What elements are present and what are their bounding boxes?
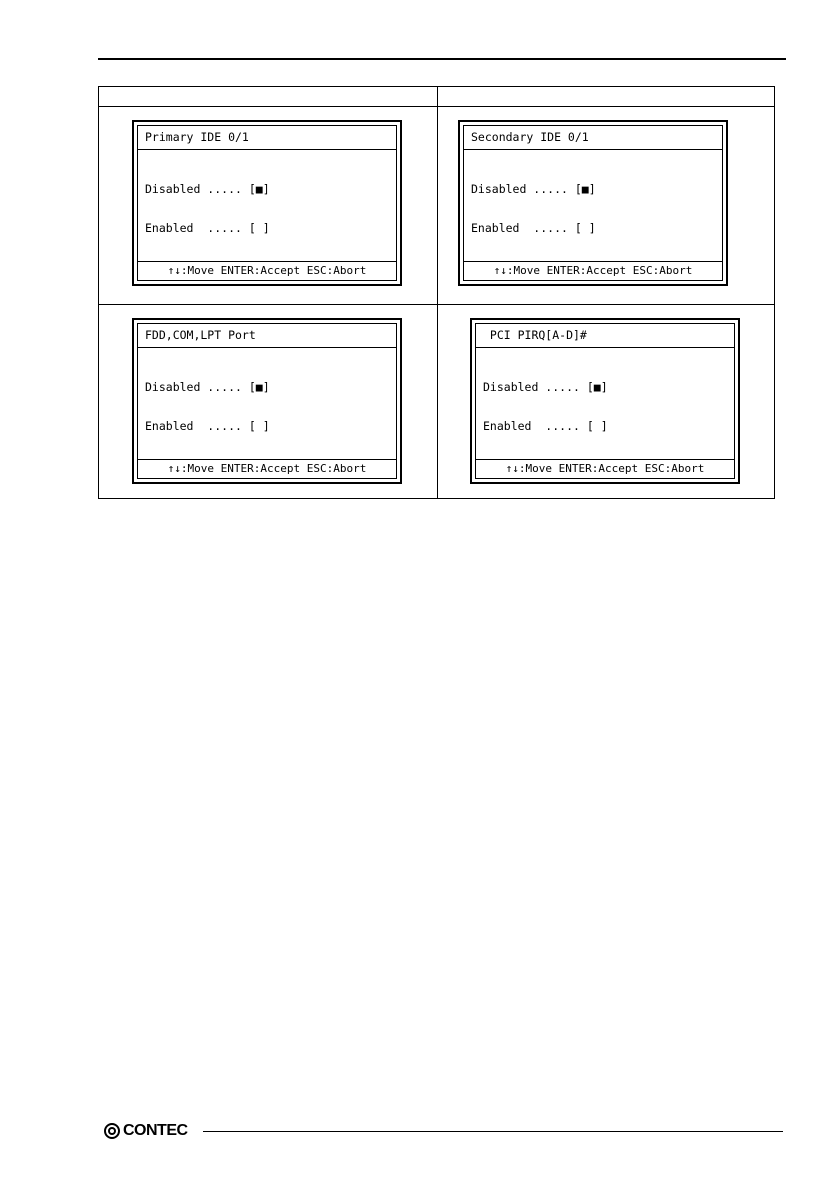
bios-panel-pci-pirq xyxy=(470,318,740,484)
header-rule xyxy=(98,58,786,60)
contec-logo-icon xyxy=(104,1123,120,1139)
bios-option-disabled[interactable]: Disabled ..... [■] xyxy=(145,380,270,394)
row-divider xyxy=(99,304,774,305)
bios-panel-title-rule xyxy=(138,149,396,150)
bios-panel-key-help: ↑↓:Move ENTER:Accept ESC:Abort xyxy=(505,462,705,475)
column-divider xyxy=(437,87,438,498)
brand-name: CONTEC xyxy=(123,1122,188,1139)
bios-panel-title-rule xyxy=(464,149,722,150)
bios-panel-title: PCI PIRQ[A-D]# xyxy=(483,328,587,342)
bios-option-list xyxy=(483,355,608,459)
header-divider xyxy=(99,106,774,107)
bios-option-enabled[interactable]: Enabled ..... [ ] xyxy=(483,419,608,433)
bios-option-disabled[interactable]: Disabled ..... [■] xyxy=(145,182,270,196)
bios-panel-frame xyxy=(137,125,397,281)
bios-option-disabled[interactable]: Disabled ..... [■] xyxy=(483,380,608,394)
bios-panel-key-help: ↑↓:Move ENTER:Accept ESC:Abort xyxy=(493,264,693,277)
bios-panel-footer-rule xyxy=(138,261,396,262)
bios-option-enabled[interactable]: Enabled ..... [ ] xyxy=(471,221,596,235)
bios-option-list xyxy=(471,157,596,261)
table-header-right xyxy=(438,87,774,106)
bios-option-disabled[interactable]: Disabled ..... [■] xyxy=(471,182,596,196)
bios-panel-frame xyxy=(137,323,397,479)
bios-panel-key-help: ↑↓:Move ENTER:Accept ESC:Abort xyxy=(167,462,367,475)
bios-panel-footer-rule xyxy=(464,261,722,262)
bios-panel-frame xyxy=(463,125,723,281)
bios-panel-footer-rule xyxy=(476,459,734,460)
bios-panel-primary-ide xyxy=(132,120,402,286)
bios-option-list xyxy=(145,157,270,261)
bios-option-enabled[interactable]: Enabled ..... [ ] xyxy=(145,221,270,235)
footer-logo xyxy=(104,1120,188,1142)
bios-panel-title-rule xyxy=(476,347,734,348)
bios-panel-title-rule xyxy=(138,347,396,348)
bios-option-enabled[interactable]: Enabled ..... [ ] xyxy=(145,419,270,433)
bios-panel-title: Primary IDE 0/1 xyxy=(145,130,249,144)
bios-panel-footer-rule xyxy=(138,459,396,460)
table-header-left xyxy=(99,87,437,106)
bios-option-list xyxy=(145,355,270,459)
bios-panel-fdd-com-lpt xyxy=(132,318,402,484)
bios-panel-key-help: ↑↓:Move ENTER:Accept ESC:Abort xyxy=(167,264,367,277)
bios-panel-frame xyxy=(475,323,735,479)
footer-rule xyxy=(203,1131,783,1132)
bios-panel-title: FDD,COM,LPT Port xyxy=(145,328,256,342)
bios-panel-secondary-ide xyxy=(458,120,728,286)
bios-panel-title: Secondary IDE 0/1 xyxy=(471,130,589,144)
